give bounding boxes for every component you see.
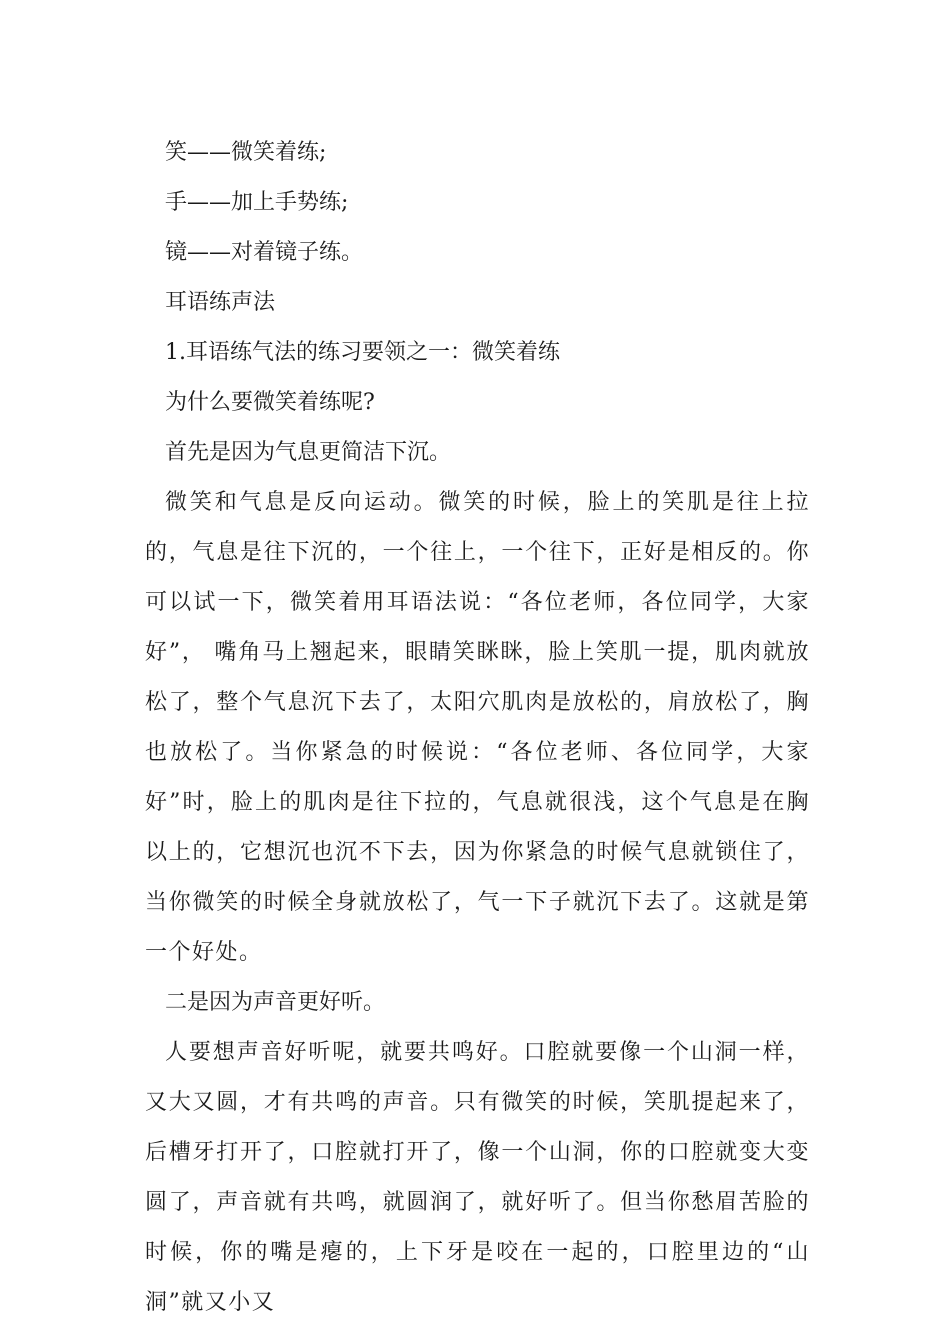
question-line: 为什么要微笑着练呢? [165,390,375,415]
section-heading: 耳语练声法 [165,290,276,315]
subsection-heading: 1.耳语练气法的练习要领之一：微笑着练 [165,340,560,365]
text-line-hand: 手——加上手势练; [165,190,349,215]
text-line-smile: 笑——微笑着练; [165,140,327,165]
first-reason-line: 首先是因为气息更简洁下沉。 [165,440,452,465]
text-line-mirror: 镜——对着镜子练。 [165,240,364,265]
document-body [145,128,810,1328]
second-reason-line: 二是因为声音更好听。 [165,990,386,1015]
paragraph-breath: 微笑和气息是反向运动。微笑的时候，脸上的笑肌是往上拉的，气息是往下沉的，一个往上，一个往下，正好是相反的。你可以试一下，微笑着用耳语法说：“各位老师，各位同学，大家好”， 嘴角马上翘起来，眼睛笑眯眯，脸上笑肌一提，肌肉就放松了，整个气息沉下去了，太阳穴肌肉是放松的，肩放松了，胸也放松了。当你紧急的时候说：“各位老师、各位同学，大家好”时，脸上的肌肉是往下拉的，气息就很浅，这个气息是在胸以上的，它想沉也沉不下去，因为你紧急的时候气息就锁住了，当你微笑的时候全身就放松了，气一下子就沉下去了。这就是第一个好处。 [145,490,810,965]
paragraph-voice: 人要想声音好听呢，就要共鸣好。口腔就要像一个山洞一样，又大又圆，才有共鸣的声音。只有微笑的时候，笑肌提起来了，后槽牙打开了，口腔就打开了，像一个山洞，你的口腔就变大变圆了，声音就有共鸣，就圆润了，就好听了。但当你愁眉苦脸的时候，你的嘴是瘪的，上下牙是咬在一起的，口腔里边的“山洞”就又小又 [145,1040,810,1315]
